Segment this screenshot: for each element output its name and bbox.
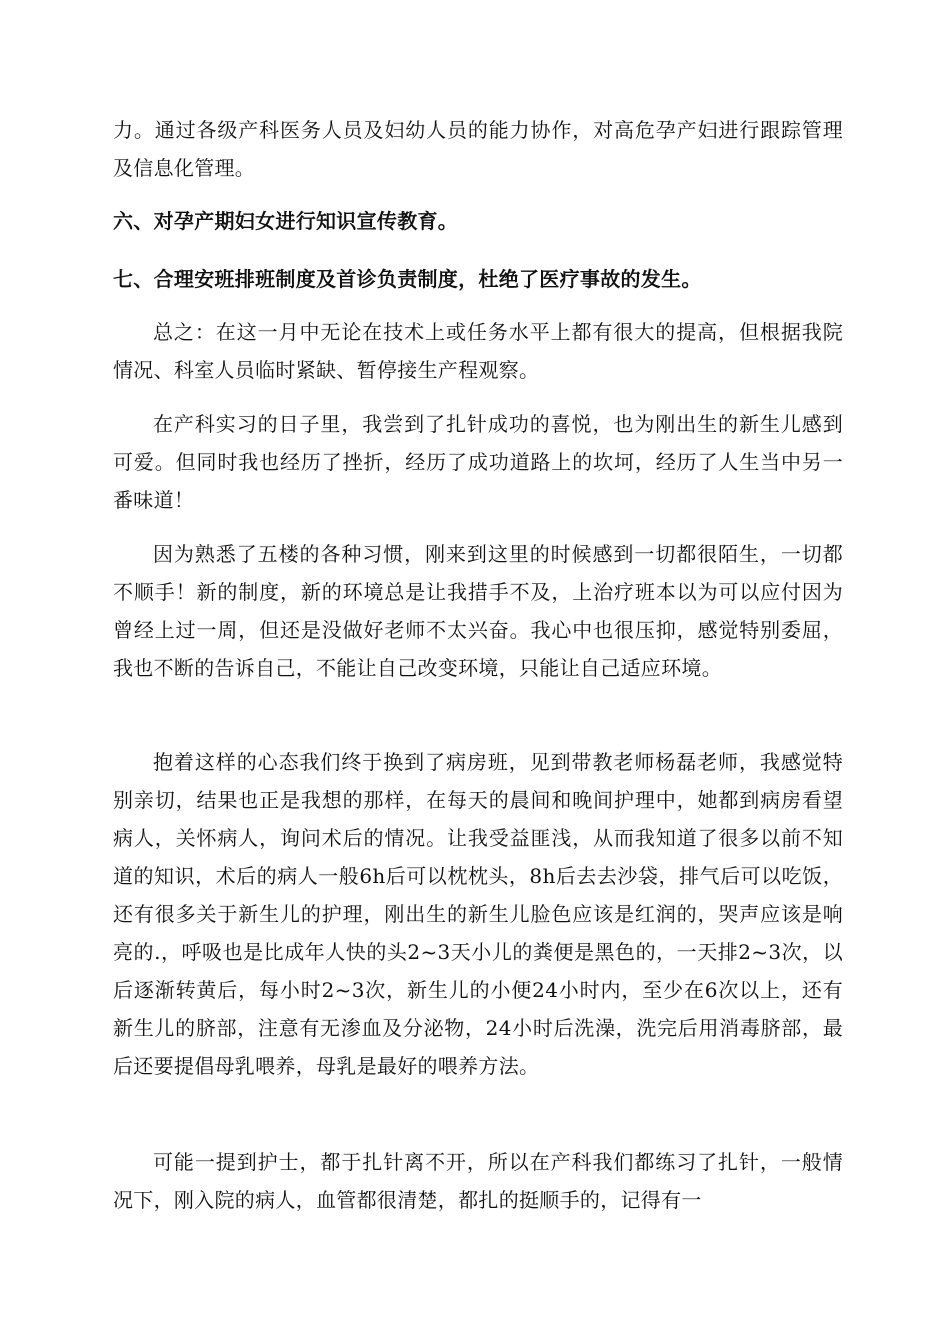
paragraph-internship: 在产科实习的日子里，我尝到了扎针成功的喜悦，也为刚出生的新生儿感到可爱。但同时我也经历了挫折，经历了成功道路上的坎坷，经历了人生当中另一番味道！ xyxy=(113,412,843,512)
section-heading-7: 七、合理安班排班制度及首诊负责制度，杜绝了医疗事故的发生。 xyxy=(113,267,702,291)
paragraph-adaptation: 因为熟悉了五楼的各种习惯，刚来到这里的时候感到一切都很陌生，一切都不顺手！新的制度，新的环境总是让我措手不及，上治疗班本以为可以应付因为曾经上过一周，但还是没做好老师不太兴奋。我心中也很压抑，感觉特别委屈，我也不断的告诉自己，不能让自己改变环境，只能让自己适应环境。 xyxy=(113,542,843,680)
paragraph-summary: 总之：在这一月中无论在技术上或任务水平上都有很大的提高，但根据我院情况、科室人员临时紧缺、暂停接生产程观察。 xyxy=(113,320,843,382)
section-heading-6: 六、对孕产期妇女进行知识宣传教育。 xyxy=(113,209,459,233)
paragraph-injection: 可能一提到护士，都于扎针离不开，所以在产科我们都练习了扎针，一般情况下，刚入院的病人，血管都很清楚，都扎的挺顺手的，记得有一 xyxy=(113,1150,843,1212)
paragraph-ward-shift: 抱着这样的心态我们终于换到了病房班，见到带教老师杨磊老师，我感觉特别亲切，结果也正是我想的那样，在每天的晨间和晚间护理中，她都到病房看望病人，关怀病人，询问术后的情况。让我受益匪浅，从而我知道了很多以前不知道的知识，术后的病人一般6h后可以枕枕头，8h后去去沙袋，排气后可以吃饭，还有很多关于新生儿的护理，刚出生的新生儿脸色应该是红润的，哭声应该是响亮的.，呼吸也是比成年人快的头2~3天小儿的粪便是黑色的，一天排2~3次，以后逐渐转黄后，每小时2~3次，新生儿的小便24小时内，至少在6次以上，还有新生儿的脐部，注意有无渗血及分泌物，24小时后洗澡，洗完后用消毒脐部，最后还要提倡母乳喂养，母乳是最好的喂养方法。 xyxy=(113,750,843,1078)
paragraph-1: 力。通过各级产科医务人员及妇幼人员的能力协作，对高危孕产妇进行跟踪管理及信息化管理。 xyxy=(113,118,843,180)
